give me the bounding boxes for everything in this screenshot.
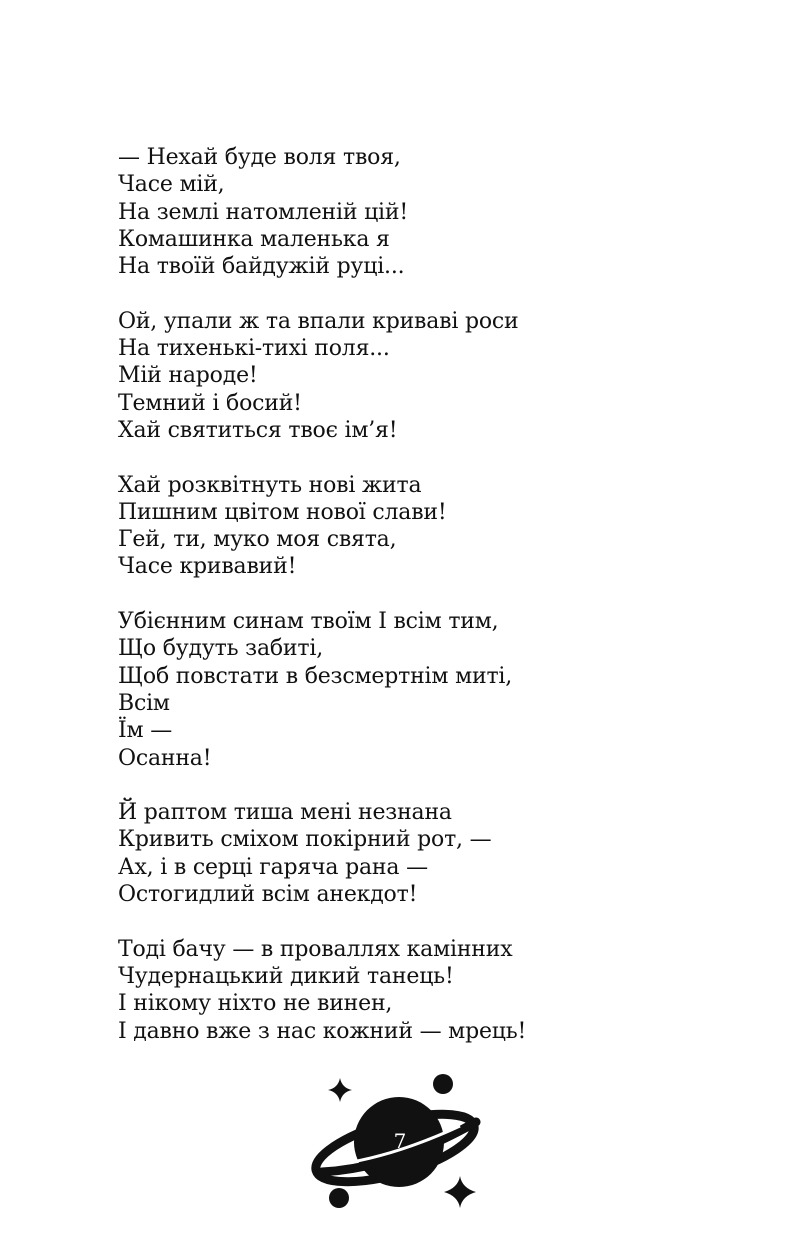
poem-line: Осанна! (118, 745, 212, 771)
poem-text (118, 144, 758, 1072)
poem-line: Убієнним синам твоїм І всім тим, (118, 609, 499, 635)
poem-line: — Нехай буде воля твоя, (118, 145, 401, 170)
poem-line: Комашинка маленька я (118, 226, 390, 252)
poem-line: Часе кривавий! (118, 554, 297, 580)
poem-line: Остогидлий всім анекдот! (118, 882, 418, 908)
poem-line: Чудернацький дикий танець! (118, 963, 454, 989)
poem-line: Часе мій, (118, 172, 225, 198)
poem-line: Тоді бачу — в проваллях камінних (118, 936, 513, 962)
poem-line: Хай розквітнуть нові жита (118, 472, 422, 498)
poem-line: Щоб повстати в безсмертнім миті, (118, 663, 513, 689)
poem-line: Що будуть забиті, (118, 636, 323, 662)
stanza-1 (118, 144, 758, 280)
poem-line: Хай святиться твоє ім’я! (118, 417, 398, 443)
stanza-6 (118, 936, 758, 1045)
stanza-5 (118, 799, 758, 908)
poem-line: Всім (118, 690, 170, 716)
poem-line: Їм — (118, 718, 172, 744)
poem-line: Й раптом тиша мені незнана (118, 800, 452, 826)
stanza-3 (118, 472, 758, 581)
stanza-4 (118, 608, 758, 772)
stanza-2 (118, 308, 758, 444)
poem-line: І нікому ніхто не винен, (118, 991, 393, 1017)
poem-line: І давно вже з нас кожний — мрець! (118, 1018, 527, 1044)
poem-line: Пишним цвітом нової слави! (118, 499, 447, 525)
poem-line: Гей, ти, муко моя свята, (118, 527, 397, 553)
poem-line: Мій народе! (118, 363, 258, 389)
poem-line: Темний і босий! (118, 390, 302, 416)
poem-line: На землі натомленій цій! (118, 199, 408, 225)
poem-line: Ой, упали ж та впали криваві роси (118, 308, 519, 334)
poem-line: Ах, і в серці гаряча рана — (118, 854, 428, 880)
poem-line: На твоїй байдужій руці... (118, 254, 405, 280)
poem-line: Кривить сміхом покірний рот, — (118, 827, 492, 853)
page-number: 7 (393, 1129, 407, 1153)
poem-line: На тихенькі-тихі поля... (118, 336, 390, 362)
